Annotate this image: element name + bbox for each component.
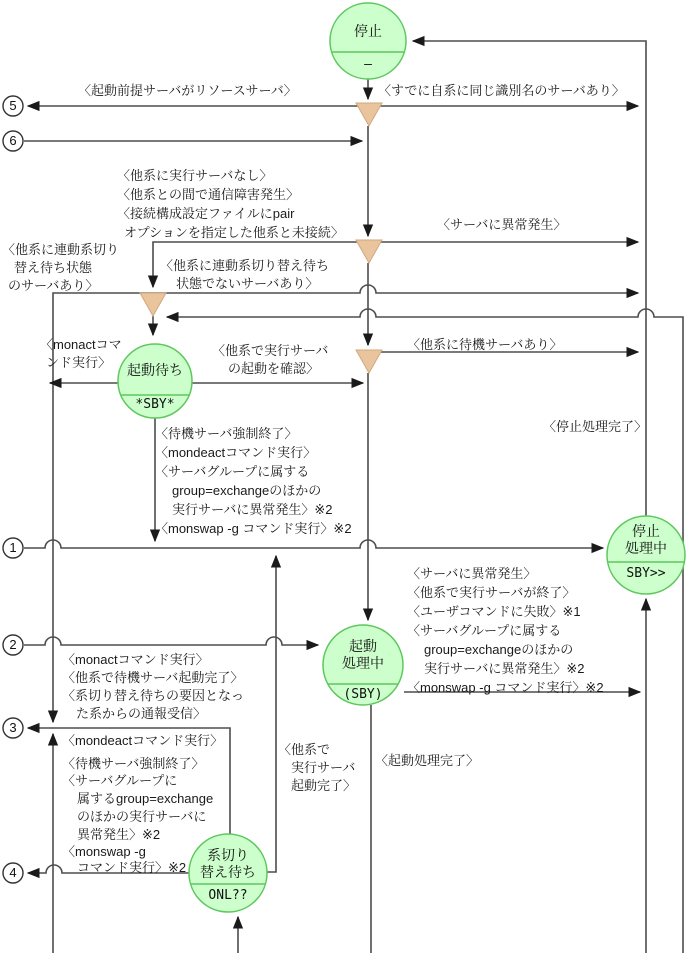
connector-4-label: 4 — [9, 865, 17, 880]
transition-label: 〈他系に連動系切り — [2, 242, 120, 257]
transition-label: 〈他系で実行サーバ — [212, 343, 329, 358]
transition-label: 〈接続構成設定ファイルにpair — [117, 206, 295, 221]
transition-label: 〈他系で実行サーバが終了〉 — [407, 585, 576, 600]
transition-label: 実行サーバに異常発生〉※2 — [424, 661, 585, 676]
line-2 — [24, 637, 318, 645]
transition-label: 〈monswap -g コマンド実行〉※2 — [155, 521, 352, 536]
transition-label: 〈サーバグループに属する — [407, 623, 562, 638]
transition-label: 〈待機サーバ強制終了〉 — [62, 756, 205, 771]
state-stop-name: 停止 — [354, 23, 382, 39]
transition-label: 〈他系に実行サーバなし〉 — [117, 168, 273, 183]
transition-label: 替え待ち状態 — [14, 260, 93, 275]
merge-triangle-1 — [356, 103, 382, 126]
state-stop-processing-name1: 停止 — [632, 523, 660, 539]
transition-label: 〈他系で待機サーバ起動完了〉 — [62, 670, 244, 685]
transition-label: 〈サーバグループに — [62, 773, 178, 788]
state-switchover-wait-code: ONL?? — [208, 888, 248, 903]
connector-3-label: 3 — [9, 720, 17, 735]
transition-label: group=exchangeのほかの — [424, 642, 574, 657]
transition-label: 〈monactコマンド実行〉 — [62, 652, 209, 667]
merge-triangle-3 — [140, 293, 166, 316]
transition-label: コマンド実行〉※2 — [77, 860, 187, 875]
connector-2-label: 2 — [9, 637, 17, 652]
transition-label: 〈mondeactコマンド実行〉 — [62, 733, 224, 748]
transition-label: 〈monswap -g コマンド実行〉※2 — [407, 680, 604, 695]
transition-label: 〈サーバに異常発生〉 — [437, 217, 567, 232]
transition-label: 〈サーバに異常発生〉 — [407, 566, 537, 581]
transition-label: の起動を確認〉 — [228, 361, 320, 376]
transition-label: 〈起動前提サーバがリソースサーバ〉 — [78, 83, 297, 98]
transition-label: 〈ユーザコマンドに失敗〉※1 — [407, 604, 581, 619]
transition-label: 〈他系に連動系切り替え待ち — [160, 258, 330, 273]
state-switchover-wait-name1: 系切り — [207, 847, 249, 863]
state-stop-processing-code: SBY>> — [626, 566, 666, 581]
transition-label: 〈待機サーバ強制終了〉 — [155, 426, 298, 441]
transition-label: のサーバあり〉 — [8, 278, 99, 293]
transition-label: のほかの実行サーバに — [77, 809, 207, 824]
transition-label: 〈他系との間で通信障害発生〉 — [117, 187, 300, 202]
transition-label: 〈サーバグループに属する — [155, 464, 310, 479]
state-startup-processing-name1: 起動 — [349, 638, 377, 654]
state-startup-wait-code: *SBY* — [135, 397, 175, 412]
connector-5-label: 5 — [9, 98, 17, 113]
transition-label: 〈monswap -g — [62, 844, 146, 859]
transition-label: 実行サーバ — [291, 760, 356, 775]
transition-label: 〈系切り替え待ちの要因となっ — [62, 688, 245, 703]
line-1 — [24, 540, 603, 548]
line-into-stop — [413, 41, 646, 516]
state-startup-processing-code: (SBY) — [343, 687, 383, 702]
transition-label: 〈起動処理完了〉 — [375, 753, 480, 768]
state-stop-processing-name2: 処理中 — [625, 540, 667, 556]
transition-label: ンド実行〉 — [46, 355, 112, 370]
transition-label: 〈すでに自系に同じ識別名のサーバあり〉 — [378, 83, 625, 98]
transition-label: 実行サーバに異常発生〉※2 — [172, 502, 333, 517]
transition-label: 〈他系に待機サーバあり〉 — [407, 337, 563, 352]
switchover-up — [267, 556, 276, 872]
transition-label: 〈monactコマ — [40, 337, 122, 352]
transition-label: 状態でないサーバあり〉 — [176, 276, 319, 291]
state-stop-code: — — [364, 57, 372, 72]
transition-label: group=exchangeのほかの — [172, 483, 322, 498]
state-startup-wait-name: 起動待ち — [127, 362, 183, 378]
connector-circles — [3, 96, 23, 883]
transition-label: 〈mondeactコマンド実行〉 — [155, 445, 317, 460]
connector-6-label: 6 — [9, 133, 17, 148]
connector-1-label: 1 — [9, 540, 17, 555]
state-switchover-wait-name2: 替え待ち — [200, 864, 256, 880]
transition-label: 〈停止処理完了〉 — [543, 419, 648, 434]
merge-triangle-4 — [356, 350, 382, 373]
merge-triangle-2 — [356, 240, 382, 263]
transition-label: 起動完了〉 — [291, 778, 357, 793]
state-startup-processing-name2: 処理中 — [342, 655, 384, 671]
transition-label: 〈他系で — [278, 742, 331, 757]
transition-label: た系からの通報受信〉 — [76, 706, 207, 721]
transition-label: 属するgroup=exchange — [77, 791, 214, 806]
transition-label: オプションを指定した他系と未接続〉 — [124, 225, 344, 240]
transition-label: 異常発生〉※2 — [77, 827, 161, 842]
